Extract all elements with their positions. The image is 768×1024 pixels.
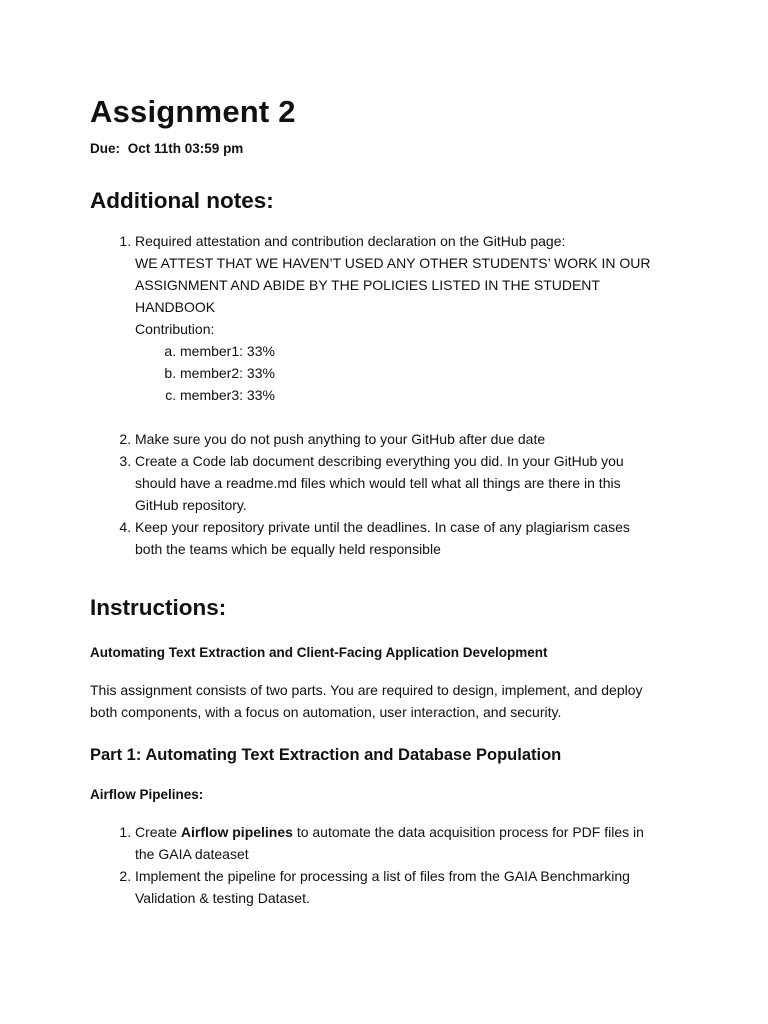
list-item-text: 3. Create a Code lab document describing everything you did. In your GitHub you (135, 453, 624, 469)
instructions-subtitle: Automating Text Extraction and Client-Facing Application Development (90, 645, 548, 660)
bold-text: Airflow pipelines (180, 824, 293, 840)
list-item-text: WE ATTEST THAT WE HAVEN’T USED ANY OTHER STUDENTS’ WORK IN OUR (135, 255, 651, 271)
paragraph-line: This assignment consists of two parts. You are required to design, implement, and deploy (90, 682, 643, 698)
airflow-list (90, 821, 678, 909)
list-item-text (135, 821, 678, 843)
contribution-item: a. member1: 33% (180, 340, 678, 362)
list-item-text: GitHub repository. (135, 497, 247, 513)
intro-paragraph (90, 679, 678, 723)
paragraph-line: both components, with a focus on automation, user interaction, and security. (90, 704, 562, 720)
list-item (135, 230, 678, 406)
list-item-text: 2. Implement the pipeline for processing a list of files from the GAIA Benchmarking (135, 868, 630, 884)
list-item (135, 821, 678, 865)
due-value: Oct 11th 03:59 pm (127, 141, 244, 156)
list-item-text: should have a readme.md files which would tell what all things are there in this (135, 475, 621, 491)
contribution-item: b. member2: 33% (180, 362, 678, 384)
contribution-item: c. member3: 33% (180, 384, 678, 406)
due-label: Due: (90, 141, 120, 156)
list-item (135, 450, 678, 516)
list-item-text: 4. Keep your repository private until the deadlines. In case of any plagiarism cases (135, 519, 630, 535)
list-item-text: both the teams which be equally held responsible (135, 541, 441, 557)
list-item-text: Validation & testing Dataset. (135, 890, 310, 906)
text-run: Create (135, 824, 181, 840)
list-item (135, 428, 678, 450)
instructions-heading: Instructions: (90, 595, 227, 620)
list-item (135, 516, 678, 560)
list-item-text: Contribution: (135, 321, 215, 337)
part1-heading: Part 1: Automating Text Extraction and Database Population (90, 746, 562, 764)
assignment-title: Assignment 2 (90, 94, 296, 129)
list-item-text: 1. Required attestation and contribution declaration on the GitHub page: (135, 233, 566, 249)
contribution-list (135, 340, 678, 406)
list-item-text: the GAIA dateaset (135, 846, 249, 862)
text-run: to automate the data acquisition process for PDF files in (292, 824, 644, 840)
list-item-text: ASSIGNMENT AND ABIDE BY THE POLICIES LISTED IN THE STUDENT HANDBOOK (135, 277, 600, 315)
additional-notes-heading: Additional notes: (90, 188, 274, 213)
airflow-heading: Airflow Pipelines: (90, 787, 204, 802)
due-date (90, 140, 678, 158)
additional-notes-list (90, 230, 678, 560)
list-item (135, 865, 678, 909)
list-item-text: 2. Make sure you do not push anything to your GitHub after due date (135, 431, 546, 447)
